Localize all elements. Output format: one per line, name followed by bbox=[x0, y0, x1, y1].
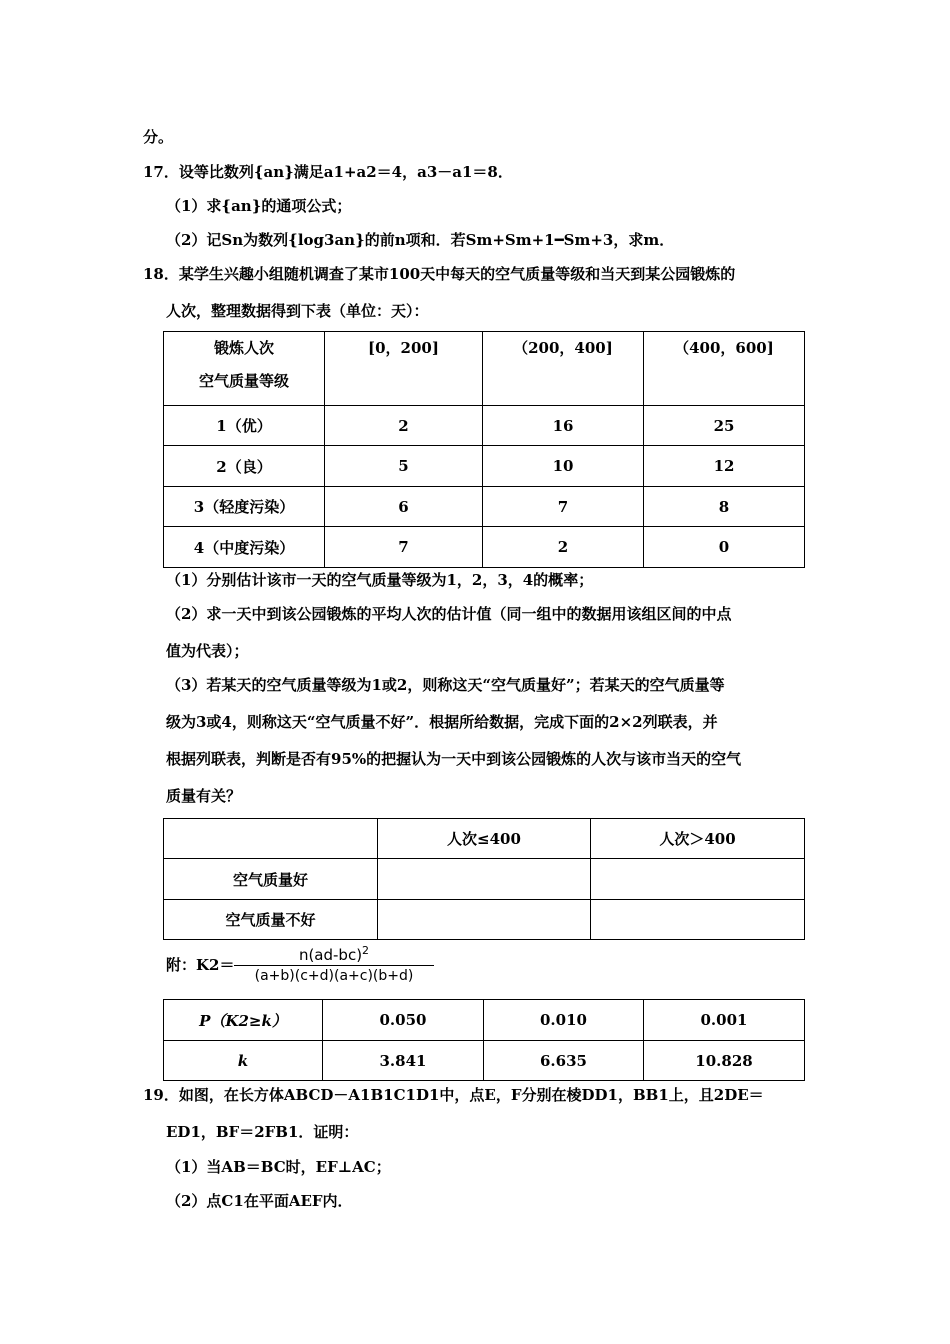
formula-denominator: (a+b)(c+d)(a+c)(b+d) bbox=[254, 968, 414, 984]
table2-col-header: 人次≤400 bbox=[378, 819, 591, 859]
table2-col-header: 人次＞400 bbox=[591, 819, 805, 859]
table-cell: 16 bbox=[483, 406, 644, 446]
table-cell: 25 bbox=[644, 406, 805, 446]
row-label: P（K2≥k） bbox=[164, 1000, 323, 1041]
row-label: 4（中度污染） bbox=[164, 527, 325, 568]
table-row bbox=[164, 1041, 805, 1081]
table-row bbox=[164, 1000, 805, 1041]
table-cell: 5 bbox=[325, 446, 483, 487]
empty-cell bbox=[591, 900, 805, 940]
table-cell: 2 bbox=[483, 527, 644, 568]
table-row bbox=[164, 446, 805, 487]
empty-cell bbox=[591, 859, 805, 900]
critical-value-table bbox=[163, 999, 805, 1081]
table-cell: 0 bbox=[644, 527, 805, 568]
table1-col-header: （400，600] bbox=[644, 332, 805, 406]
table-cell: 6.635 bbox=[484, 1041, 644, 1081]
q17-part1: （1）求{an}的通项公式； bbox=[166, 197, 352, 215]
q18-part2-line1: （2）求一天中到该公园锻炼的平均人次的估计值（同一组中的数据用该组区间的中点 bbox=[166, 605, 732, 623]
table-cell: 10 bbox=[483, 446, 644, 487]
q19-stem-line1: 19．如图，在长方体ABCD－A1B1C1D1中，点E，F分别在棱DD1，BB1上，且2DE＝ bbox=[143, 1086, 764, 1104]
q18-part3-line4: 质量有关？ bbox=[166, 787, 242, 805]
row-label: 3（轻度污染） bbox=[164, 487, 325, 527]
table1-col-header: [0，200] bbox=[325, 332, 483, 406]
table1-header-bottom: 空气质量等级 bbox=[198, 372, 289, 390]
q18-part3-line2: 级为3或4，则称这天“空气质量不好”．根据所给数据，完成下面的2×2列联表，并 bbox=[166, 713, 718, 731]
table-cell: 7 bbox=[483, 487, 644, 527]
row-label: 1（优） bbox=[164, 406, 325, 446]
contingency-table bbox=[163, 818, 805, 940]
fraction-bar bbox=[234, 965, 434, 966]
q18-part1: （1）分别估计该市一天的空气质量等级为1，2，3，4的概率； bbox=[166, 571, 594, 589]
q18-part3-line3: 根据列联表，判断是否有95%的把握认为一天中到该公园锻炼的人次与该市当天的空气 bbox=[166, 750, 742, 768]
table-row bbox=[164, 859, 805, 900]
table-row bbox=[164, 406, 805, 446]
table-cell: 10.828 bbox=[644, 1041, 805, 1081]
table2-corner bbox=[164, 819, 378, 859]
formula-prefix: 附：K2＝ bbox=[166, 956, 235, 974]
empty-cell bbox=[378, 859, 591, 900]
table-cell: 3.841 bbox=[323, 1041, 484, 1081]
q17-stem: 17．设等比数列{an}满足a1+a2＝4，a3－a1＝8． bbox=[143, 163, 513, 181]
table-row bbox=[164, 487, 805, 527]
table-cell: 12 bbox=[644, 446, 805, 487]
q19-part1: （1）当AB＝BC时，EF⊥AC； bbox=[166, 1158, 391, 1176]
table1-col-header: （200，400] bbox=[483, 332, 644, 406]
table-cell: 0.050 bbox=[323, 1000, 484, 1041]
q19-stem-line2: ED1，BF＝2FB1．证明： bbox=[166, 1123, 359, 1141]
table-cell: 7 bbox=[325, 527, 483, 568]
q17-part2: （2）记Sn为数列{log3an}的前n项和．若Sm+Sm+1━Sm+3，求m． bbox=[166, 231, 675, 249]
row-label: k bbox=[164, 1041, 323, 1081]
q18-part2-line2: 值为代表）； bbox=[166, 642, 249, 660]
formula-numerator-wrap bbox=[234, 944, 434, 964]
formula-numerator: n(ad-bc) bbox=[298, 946, 363, 964]
empty-cell bbox=[378, 900, 591, 940]
table-row bbox=[164, 527, 805, 568]
q18-stem-line2: 人次，整理数据得到下表（单位：天）： bbox=[166, 302, 429, 320]
k2-formula-fraction bbox=[234, 944, 434, 990]
table1-corner-header bbox=[164, 332, 325, 406]
table-cell: 0.001 bbox=[644, 1000, 805, 1041]
table-cell: 2 bbox=[325, 406, 483, 446]
table-cell: 8 bbox=[644, 487, 805, 527]
top-text: 分。 bbox=[143, 128, 174, 146]
q18-stem-line1: 18．某学生兴趣小组随机调查了某市100天中每天的空气质量等级和当天到某公园锻炼的 bbox=[143, 265, 736, 283]
q19-part2: （2）点C1在平面AEF内． bbox=[166, 1192, 353, 1210]
table1-header-top: 锻炼人次 bbox=[213, 339, 274, 357]
table-row bbox=[164, 900, 805, 940]
air-quality-table bbox=[163, 331, 805, 568]
q18-part3-line1: （3）若某天的空气质量等级为1或2，则称这天“空气质量好”；若某天的空气质量等 bbox=[166, 676, 725, 694]
formula-exponent: 2 bbox=[362, 944, 370, 957]
table-cell: 6 bbox=[325, 487, 483, 527]
row-label: 空气质量不好 bbox=[164, 900, 378, 940]
row-label: 空气质量好 bbox=[164, 859, 378, 900]
row-label: 2（良） bbox=[164, 446, 325, 487]
table-cell: 0.010 bbox=[484, 1000, 644, 1041]
